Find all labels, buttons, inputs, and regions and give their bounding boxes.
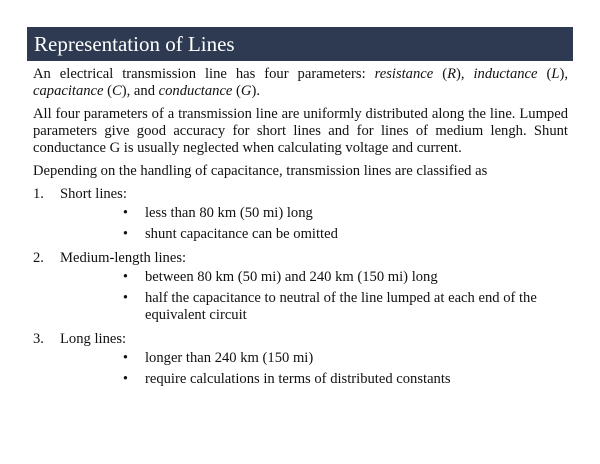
- bullet-icon: •: [122, 226, 128, 242]
- list-item-medium: [33, 250, 568, 324]
- bullet-list: [33, 269, 568, 324]
- sep: (: [537, 66, 552, 82]
- sep: ).: [251, 83, 260, 99]
- bullet-item: [33, 350, 568, 367]
- bullet-text: half the capacitance to neutral of the line lumped at each end of the equivalent circuit: [145, 290, 537, 323]
- sep: (: [232, 83, 241, 99]
- title-bar: [27, 27, 573, 61]
- bullet-item: [33, 269, 568, 286]
- bullet-list: [33, 205, 568, 243]
- bullet-icon: •: [122, 290, 128, 306]
- item-label: Short lines:: [60, 186, 127, 202]
- bullet-icon: •: [122, 350, 128, 366]
- item-number: 2.: [33, 250, 44, 266]
- item-label: Medium-length lines:: [60, 250, 187, 266]
- slide-title: Representation of Lines: [34, 31, 235, 56]
- bullet-icon: •: [122, 269, 128, 285]
- symbol-c: C: [112, 83, 122, 99]
- list-item-short: [33, 186, 568, 243]
- sep: (: [433, 66, 448, 82]
- param-conductance: conductance: [158, 83, 233, 99]
- distribution-paragraph: All four parameters of a transmission line are uniformly distributed along the line. Lumped parameters give good accuracy for short lines and for lines of medium lengh. Shunt conductance G is usually neglected when calculating voltage and current.: [33, 106, 568, 156]
- bullet-item: [33, 226, 568, 243]
- sep: ),: [456, 66, 474, 82]
- param-capacitance: capacitance: [33, 83, 104, 99]
- bullet-text: between 80 km (50 mi) and 240 km (150 mi) long: [145, 269, 438, 285]
- intro-lead: An electrical transmission line has four parameters:: [33, 66, 375, 82]
- bullet-text: less than 80 km (50 mi) long: [145, 205, 313, 221]
- item-number: 1.: [33, 186, 44, 202]
- symbol-g: G: [240, 83, 252, 99]
- intro-paragraph: [33, 66, 568, 100]
- symbol-r: R: [447, 66, 456, 82]
- bullet-text: require calculations in terms of distributed constants: [145, 371, 451, 387]
- symbol-l: L: [551, 66, 560, 82]
- sep: ), and: [121, 83, 159, 99]
- item-number: 3.: [33, 331, 44, 347]
- param-resistance: resistance: [374, 66, 434, 82]
- bullet-text: shunt capacitance can be omitted: [145, 226, 338, 242]
- bullet-text: longer than 240 km (150 mi): [145, 350, 314, 366]
- param-inductance: inductance: [473, 66, 538, 82]
- sep: (: [103, 83, 113, 99]
- line-classification-list: [33, 186, 568, 388]
- classification-intro: Depending on the handling of capacitance, transmission lines are classified as: [33, 163, 488, 179]
- bullet-item: [33, 290, 568, 324]
- bullet-item: [33, 205, 568, 222]
- item-label: Long lines:: [60, 331, 127, 347]
- bullet-icon: •: [122, 205, 128, 221]
- sep: ),: [559, 66, 568, 82]
- slide-body: [33, 66, 568, 395]
- bullet-icon: •: [122, 371, 128, 387]
- list-item-long: [33, 331, 568, 388]
- bullet-list: [33, 350, 568, 388]
- bullet-item: [33, 371, 568, 388]
